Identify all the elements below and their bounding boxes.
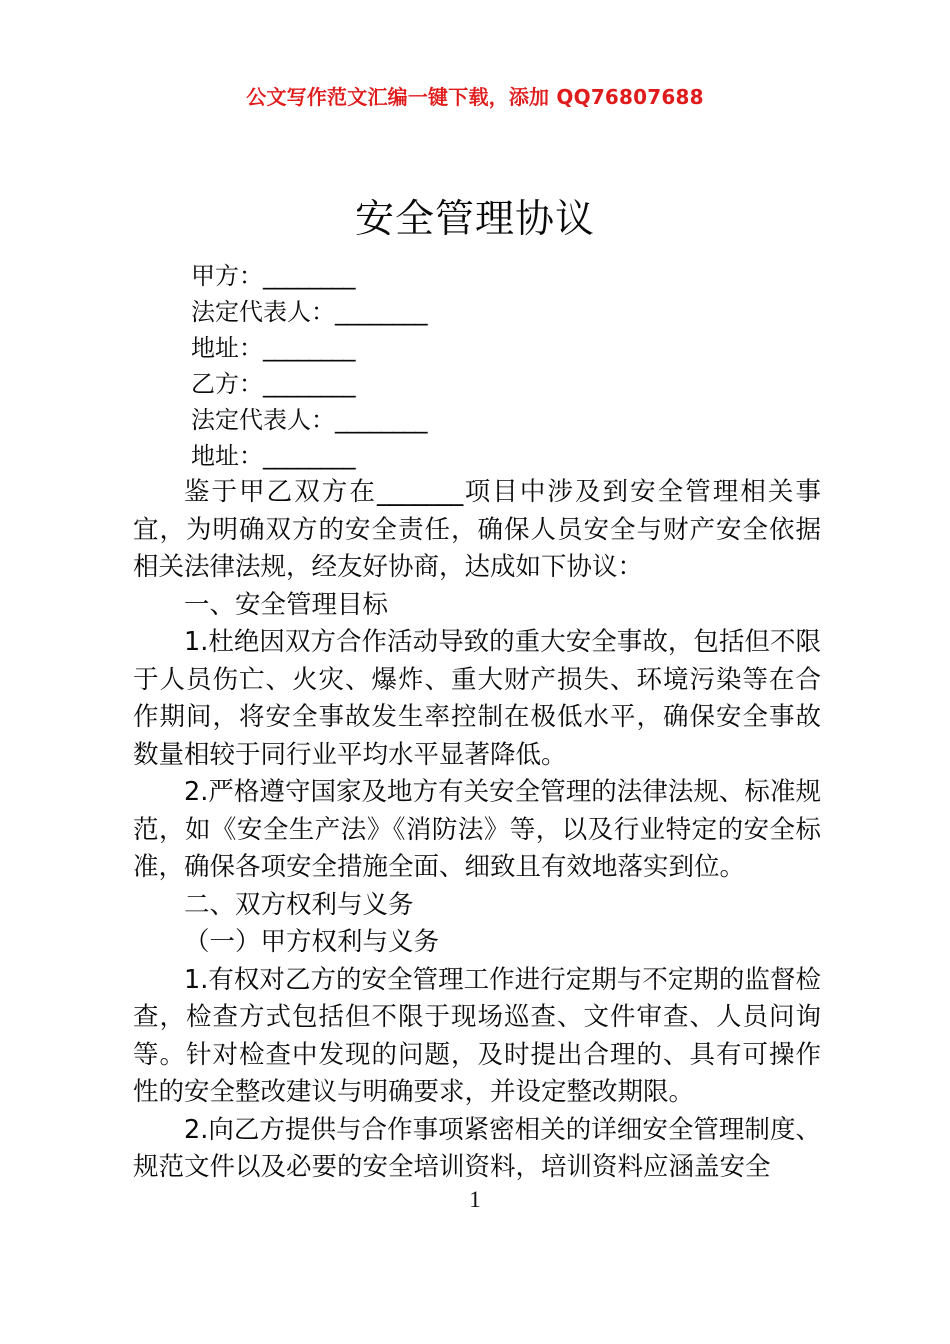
party-label: 地址： bbox=[191, 334, 263, 362]
party-line-legal-rep-b bbox=[133, 402, 821, 438]
section-1-item-1: 1.杜绝因双方合作活动导致的重大安全事故，包括但不限于人员伤亡、火灾、爆炸、重大财产损失、环境污染等在合作期间，将安全事故发生率控制在极低水平，确保安全事故数量相较于同行业平均水平显著降低。 bbox=[133, 627, 821, 770]
party-line-legal-rep-a bbox=[133, 294, 821, 330]
party-label: 法定代表人： bbox=[191, 298, 335, 326]
section-2-item-2: 2.向乙方提供与合作事项紧密相关的详细安全管理制度、规范文件以及必要的安全培训资料，培训资料应涵盖安全 bbox=[133, 1114, 821, 1182]
document-body bbox=[133, 258, 821, 1187]
section-2-item-1: 1.有权对乙方的安全管理工作进行定期与不定期的监督检查，检查方式包括但不限于现场巡查、文件审查、人员问询等。针对检查中发现的问题，及时提出合理的、具有可操作性的安全整改建议与明确要求，并设定整改期限。 bbox=[133, 964, 821, 1107]
page-title: 安全管理协议 bbox=[354, 197, 595, 243]
section-heading-1: 一、安全管理目标 bbox=[184, 589, 389, 620]
fill-in-blank[interactable]: ________ bbox=[263, 370, 355, 398]
fill-in-blank[interactable]: ________ bbox=[263, 262, 355, 290]
party-label: 法定代表人： bbox=[191, 406, 335, 434]
page-number: 1 bbox=[469, 1187, 481, 1212]
party-line-party-a bbox=[133, 258, 821, 294]
party-label: 地址： bbox=[191, 442, 263, 470]
preamble-after-blank: 项目中涉及到安全管理相关事宜，为明确双方的安全责任，确保人员安全与财产安全依据相关法律法规，经友好协商，达成如下协议： bbox=[133, 477, 821, 582]
section-2-subheading-a: （一）甲方权利与义务 bbox=[184, 927, 440, 957]
promo-header-text: 公文写作范文汇编一键下载，添加 QQ76807688 bbox=[246, 85, 704, 109]
party-line-address-a bbox=[133, 330, 821, 366]
fill-in-blank[interactable]: ________ bbox=[263, 442, 355, 470]
party-line-party-b bbox=[133, 366, 821, 402]
fill-in-blank[interactable]: _______ bbox=[376, 477, 463, 507]
party-label: 甲方： bbox=[191, 262, 263, 290]
party-label: 乙方： bbox=[191, 370, 263, 398]
fill-in-blank[interactable]: ________ bbox=[335, 298, 427, 326]
section-1-item-2: 2.严格遵守国家及地方有关安全管理的法律法规、标准规范，如《安全生产法》《消防法》等，以及行业特定的安全标准，确保各项安全措施全面、细致且有效地落实到位。 bbox=[133, 777, 821, 882]
section-heading-2: 二、双方权利与义务 bbox=[184, 889, 414, 920]
fill-in-blank[interactable]: ________ bbox=[335, 406, 427, 434]
party-line-address-b bbox=[133, 438, 821, 474]
party-info-block bbox=[133, 258, 821, 474]
fill-in-blank[interactable]: ________ bbox=[263, 334, 355, 362]
preamble-paragraph bbox=[133, 474, 821, 587]
preamble-before-blank: 鉴于甲乙双方在 bbox=[184, 477, 377, 507]
